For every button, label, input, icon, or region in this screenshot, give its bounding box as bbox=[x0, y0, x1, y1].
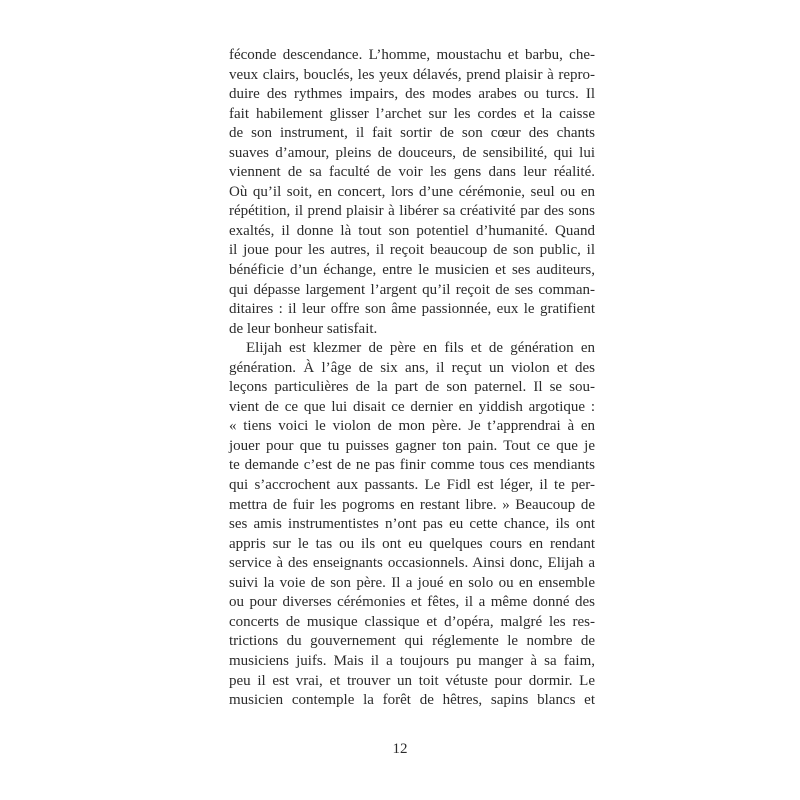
text-line: musiciens juifs. Mais il a toujours pu manger à sa faim, bbox=[229, 652, 595, 669]
text-line: Elijah est klezmer de père en fils et de génération en bbox=[246, 340, 595, 357]
text-line: leçons particulières de la part de son paternel. Il se sou- bbox=[229, 379, 595, 396]
text-line: qui s’accrochent aux passants. Le Fidl est léger, il te per- bbox=[229, 477, 595, 494]
text-line: il joue pour les autres, il reçoit beaucoup de son public, il bbox=[229, 242, 595, 259]
text-line: duire des rythmes impairs, des modes arabes ou turcs. Il bbox=[229, 86, 595, 103]
text-line: viennent de sa faculté de voir les gens dans leur réalité. bbox=[229, 164, 595, 181]
text-line: mettra de fuir les pogroms en restant libre. » Beaucoup de bbox=[229, 496, 595, 513]
text-line: vient de ce que lui disait ce dernier en yiddish argotique : bbox=[229, 398, 595, 415]
text-line: de leur bonheur satisfait. bbox=[229, 320, 378, 337]
text-line: ses amis instrumentistes n’ont pas eu cette chance, ils ont bbox=[229, 516, 595, 533]
text-line: concerts de musique classique et d’opéra, malgré les res- bbox=[229, 613, 595, 630]
text-line: ou pour diverses cérémonies et fêtes, il a même donné des bbox=[229, 594, 595, 611]
text-line: peu il est vrai, et trouver un toit vétuste pour dormir. Le bbox=[229, 672, 595, 689]
text-line: jouer pour que tu puisses gagner ton pain. Tout ce que je bbox=[229, 437, 595, 454]
text-line: qui dépasse largement l’argent qu’il reçoit de ses comman- bbox=[229, 281, 595, 298]
paragraph-1 bbox=[229, 46, 595, 339]
text-line: de son instrument, il fait sortir de son cœur des chants bbox=[229, 125, 595, 142]
text-line: te demande c’est de ne pas finir comme tous ces mendiants bbox=[229, 457, 595, 474]
paragraph-2 bbox=[229, 339, 595, 710]
text-line: service à des enseignants occasionnels. Ainsi donc, Elijah a bbox=[229, 555, 595, 572]
text-line: Où qu’il soit, en concert, lors d’une cérémonie, seul ou en bbox=[229, 183, 595, 200]
page-number: 12 bbox=[392, 741, 408, 757]
text-line: bénéficie d’un échange, entre le musicien et ses auditeurs, bbox=[229, 262, 595, 279]
text-line: appris sur le tas ou ils ont eu quelques cours en rendant bbox=[229, 535, 595, 552]
text-line: génération. À l’âge de six ans, il reçut un violon et des bbox=[229, 359, 595, 376]
text-line: suaves d’amour, pleins de douceurs, de sensibilité, qui lui bbox=[229, 144, 595, 161]
body-text bbox=[229, 46, 595, 711]
text-line: ditaires : il leur offre son âme passionnée, eux le gratifient bbox=[229, 301, 595, 318]
text-line: fait habilement glisser l’archet sur les cordes et la caisse bbox=[229, 105, 595, 122]
text-line: répétition, il prend plaisir à libérer sa créativité par des sons bbox=[229, 203, 595, 220]
text-line: « tiens voici le violon de mon père. Je t’apprendrai à en bbox=[229, 418, 595, 435]
text-line: musicien contemple la forêt de hêtres, sapins blancs et bbox=[229, 692, 595, 709]
text-line: veux clairs, bouclés, les yeux délavés, prend plaisir à repro- bbox=[229, 66, 595, 83]
text-line: suivi la voie de son père. Il a joué en solo ou en ensemble bbox=[229, 574, 595, 591]
text-line: exaltés, il donne là tout son potentiel d’humanité. Quand bbox=[229, 222, 595, 239]
text-line: trictions du gouvernement qui réglemente le nombre de bbox=[229, 633, 595, 650]
text-line: féconde descendance. L’homme, moustachu et barbu, che- bbox=[229, 47, 595, 63]
